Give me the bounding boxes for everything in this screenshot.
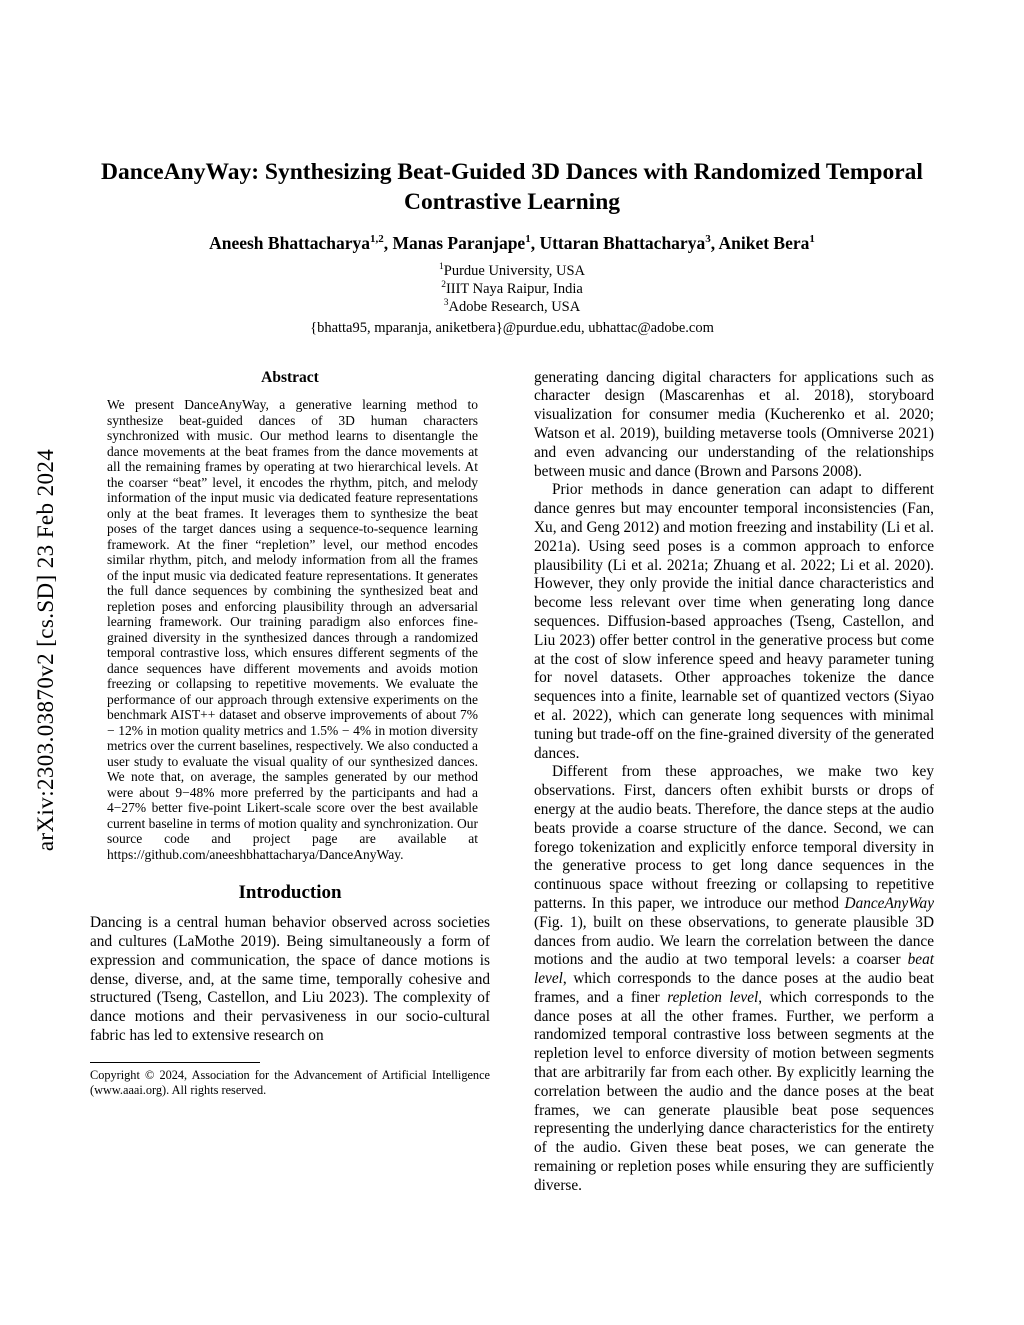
abstract-text: We present DanceAnyWay, a generative learning method to synthesize beat-guided dances of 3D human characters synchronized with music. Our method learns to disentangle the dance movements at the beat frames from the dance movements at all the remaining frames by operating at two hierarchical levels. At the coarser “beat” level, it encodes the rhythm, pitch, and melody information of the input music via dedicated feature representations only at the beat frames. It leverages them to synthesize the beat poses of the target dances using a sequence-to-sequence learning framework. At the finer “repletion” level, our method encodes similar rhythm, pitch, and melody information from all the frames of the input music via dedicated feature representations. It generates the full dance sequences by combining the synthesized beat and repletion poses and enforcing plausibility through an adversarial learning framework. Our training paradigm also enforces fine-grained diversity in the synthesized dances through a randomized temporal contrastive loss, which ensures different segments of the dance sequences have different movements and avoids motion freezing or collapsing to repetitive movements. We evaluate the performance of our approach through extensive experiments on the benchmark AIST++ dataset and observe improvements of about 7% − 12% in motion quality metrics and 1.5% − 4% in motion diversity metrics over the current baselines, respectively. We also conducted a user study to evaluate the visual quality of our synthesized dances. We note that, on average, the samples generated by our method were about 9−48% more preferred by the participants and had a 4−27% better five-point Likert-scale score over the best available current baseline in terms of motion quality and synchronization. Our source code and project page are available at: [107, 397, 478, 847]
author-affiliation-marker: 1: [809, 233, 815, 246]
project-url-link[interactable]: https://github.com/aneeshbhattacharya/DanceAnyWay: [107, 846, 401, 862]
copyright-footnote: [90, 1062, 490, 1098]
abstract-paragraph: [107, 397, 478, 862]
body-paragraph: [534, 763, 934, 1195]
affiliation-line: [90, 280, 934, 298]
author-affiliation-marker: 1,2: [370, 233, 384, 246]
author-name: , Uttaran Bhattacharya: [530, 233, 706, 254]
paper-title: DanceAnyWay: Synthesizing Beat-Guided 3D Dances with Randomized Temporal Contrastive Learning: [101, 159, 923, 215]
footnote-rule: [90, 1062, 260, 1063]
affiliation-line: [90, 262, 934, 280]
affiliation-text: Purdue University, USA: [443, 263, 585, 280]
introduction-paragraph: Dancing is a central human behavior observed across societies and cultures (LaMothe 2019). Being simultaneously a form of expression and communication, the space of dance motions is dense, diverse, and, at the same time, temporally cohesive and structured (Tseng, Castellon, and Liu 2023). The complexity of dance motions and their pervasiveness in our socio-cultural fabric has led to extensive research on: [90, 914, 490, 1044]
introduction-heading: Introduction: [238, 882, 342, 904]
author-name: , Aniket Bera: [710, 233, 810, 254]
beat-level-italic: beat level: [534, 951, 934, 988]
author-emails: {bhatta95, mparanja, aniketbera}@purdue.edu, ubhattac@adobe.com: [310, 319, 714, 336]
affiliation-marker: 3: [443, 298, 449, 309]
affiliation-line: [90, 298, 934, 316]
paragraph-text: (Fig. 1), built on these observations, to generate plausible 3D dances from audio. We learn the correlation between the dance motions and the audio at two temporal levels: a coarser: [534, 913, 934, 969]
right-column: [534, 369, 934, 1196]
arxiv-watermark: arXiv:2303.03870v2 [cs.SD] 23 Feb 2024: [33, 448, 58, 852]
author-affiliation-marker: 3: [705, 233, 711, 246]
abstract-text-end: .: [400, 846, 404, 862]
copyright-text: Copyright © 2024, Association for the Advancement of Artificial Intelligence (www.aaai.org). All rights reserved.: [90, 1067, 490, 1097]
paragraph-text: Different from these approaches, we make two key observations. First, dancers often exhibit bursts or drops of energy at the audio beats. Therefore, the dance steps at the audio beats provide a coarse structure of the dance. Second, we can forego tokenization and explicitly enforce temporal diversity in the generative process to get long dance sequences in the continuous space without freezing or collapsing to repetitive patterns. In this paper, we introduce our method: [534, 763, 934, 912]
author-name: , Manas Paranjape: [383, 233, 526, 254]
body-paragraph: Prior methods in dance generation can adapt to different dance genres but may encounter temporal inconsistencies (Fan, Xu, and Geng 2012) and motion freezing and instability (Li et al. 2021a). Using seed poses is a common approach to enforce plausibility (Li et al. 2021a; Zhuang et al. 2022; Li et al. 2020). However, they only provide the initial dance characteristics and become less relevant over time when generating long dance sequences. Diffusion-based approaches (Tseng, Castellon, and Liu 2023) offer better control in the generative process but come at the cost of slow inference speed and heavy parameter tuning for novel datasets. Other approaches tokenize the dance sequences into a finite, learnable set of quantized vectors (Siyao et al. 2022), which can generate long sequences with minimal tuning but trade-off on the fine-grained diversity of the generated dances.: [534, 481, 934, 762]
body-paragraph: generating dancing digital characters for applications such as character design (Mascarenhas et al. 2018), storyboard visualization for consumer media (Kucherenko et al. 2020; Watson et al. 2019), building metaverse tools (Omniverse 2021) and even advancing our understanding of the relationships between music and dance (Brown and Parsons 2008).: [534, 368, 934, 480]
affiliation-text: Adobe Research, USA: [448, 299, 581, 316]
affiliation-text: IIIT Naya Raipur, India: [445, 281, 583, 298]
paragraph-text: , which corresponds to the dance poses at the audio beat frames, and a finer: [534, 970, 934, 1006]
method-name-italic: DanceAnyWay: [844, 894, 934, 912]
author-affiliation-marker: 1: [525, 233, 531, 246]
abstract-heading: Abstract: [261, 368, 319, 386]
repletion-level-italic: repletion level: [667, 988, 759, 1006]
left-column: [90, 369, 490, 1196]
author-list: [90, 233, 934, 254]
affiliation-marker: 2: [441, 280, 446, 291]
two-column-body: [90, 369, 934, 1196]
paragraph-text: , which corresponds to the dance poses at all the other frames. Further, we perform a randomized temporal contrastive loss between segments at the repletion level to enforce diversity of motion between segments that are arbitrarily far from each other. By explicitly learning the correlation between the audio and the dance poses at the beat frames, we can generate plausible beat pose sequences representing the underlying dance characteristics for the entirety of the audio. Given these beat poses, we can generate the remaining or repletion poses while ensuring they are sufficiently diverse.: [534, 988, 934, 1194]
author-name: Aneesh Bhattacharya: [209, 233, 370, 254]
affiliation-marker: 1: [439, 262, 444, 273]
